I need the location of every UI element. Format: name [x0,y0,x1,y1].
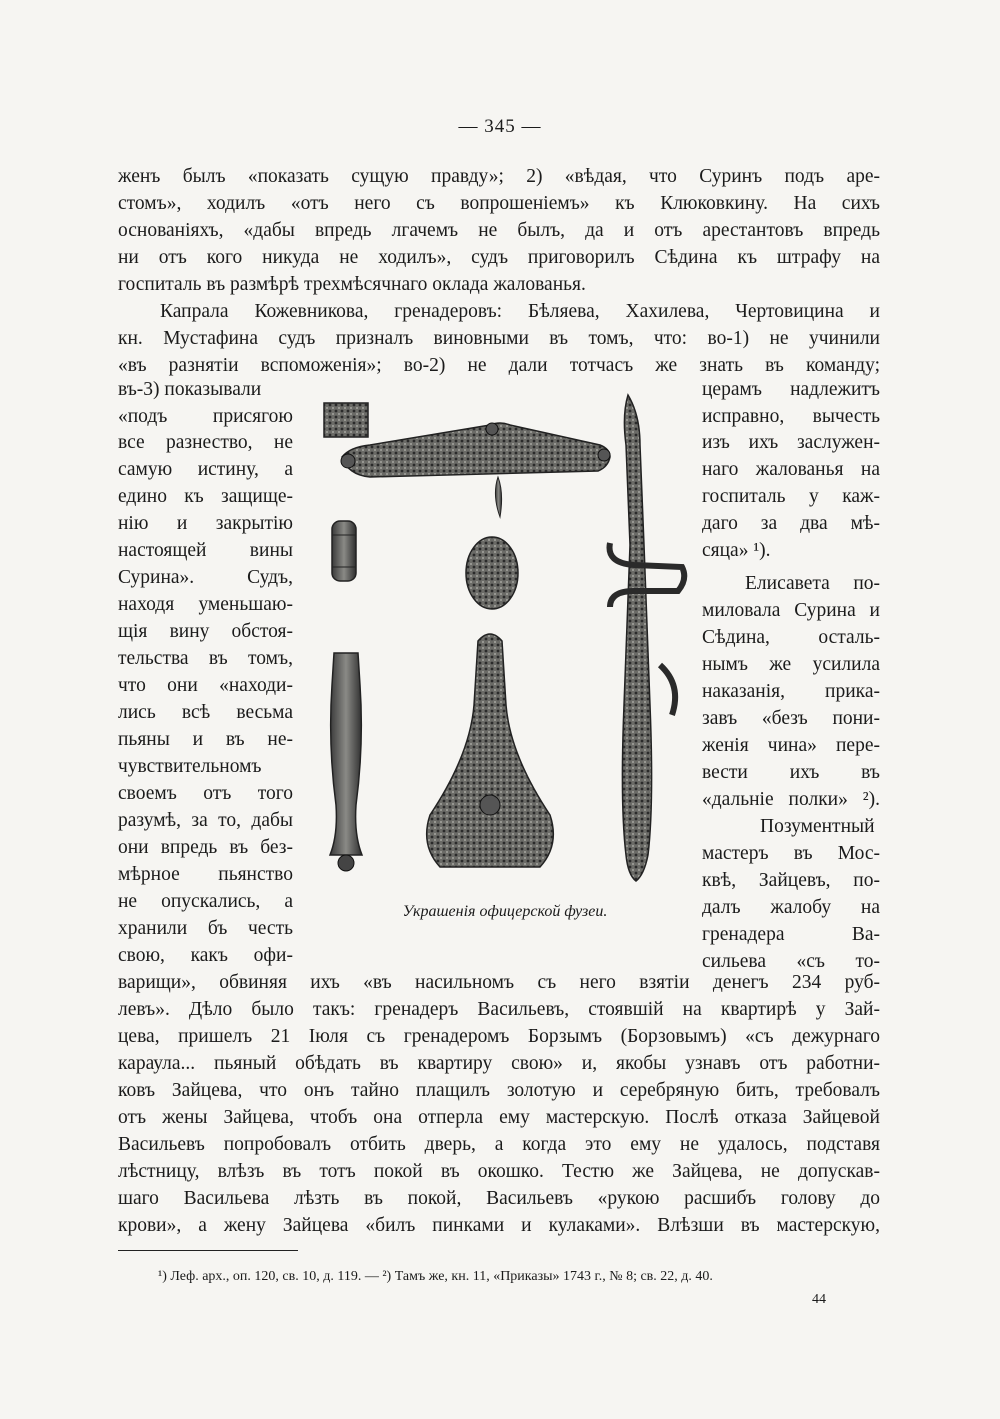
text-line: ковъ Зайцева, что онъ тайно плащилъ золотую и серебряную бить, требовалъ [118,1080,880,1101]
text-line: Васильевъ попробовалъ отбить дверь, а когда это ему не удалось, подставя [118,1134,880,1155]
tailpipe [330,653,362,855]
right-column-line: женія чина» пере- [702,735,880,756]
left-column-line: разумѣ, за то, дабы [118,810,293,831]
left-column-line: щія вину обстоя- [118,621,293,642]
right-column-line: сяца» ¹). [702,540,771,561]
text-line: ни отъ кого никуда не ходилъ», судъ приговорилъ Сѣдина къ штрафу на [118,247,880,268]
right-column-line: наго жалованья на [702,459,880,480]
left-column-line: въ-3) показывали [118,379,262,400]
right-column-line: завъ «безъ пони- [702,708,880,729]
right-column-line: вести ихъ въ [702,762,880,783]
right-column-line: квѣ, Зайцевъ, по- [702,870,880,891]
right-column-line: Елисавета по- [745,573,880,594]
right-column-line: далъ жалобу на [702,897,880,918]
text-line: шаго Васильева лѣзть въ покой, Васильевъ «рукою расшибъ голову до [118,1188,880,1209]
left-column-line: они впредь въ без- [118,837,293,858]
right-column-line: исправно, вычесть [702,406,880,427]
left-column-line: нію и закрытію [118,513,293,534]
right-column-line: «дальніе полки» ²). [702,789,880,810]
small-finial [495,477,501,517]
left-column-line: Сурина». Судъ, [118,567,293,588]
left-column-line: хранили бъ честь [118,918,293,939]
right-column-line: нымъ же усилила [702,654,880,675]
left-column-line: тельства въ томъ, [118,648,293,669]
text-line: госпиталь въ размѣрѣ трехмѣсячнаго оклада жалованья. [118,274,586,295]
right-column-line: изъ ихъ заслужен- [702,432,880,453]
left-column-line: не опускались, а [118,891,293,912]
left-column-line: «подъ присягою [118,406,293,427]
trigger-guard [622,395,651,881]
left-column-line: пьяны и въ не- [118,729,293,750]
text-line: варищи», обвиняя ихъ «въ насильномъ съ него взятіи денегъ 234 руб- [118,972,880,993]
left-column-line: настоящей вины [118,540,293,561]
right-column-line: церамъ надлежитъ [702,379,880,400]
left-column-line: все разнество, не [118,432,293,453]
text-line: лѣстницу, влѣзъ въ тотъ покой въ окошко. Тестю же Зайцева, не допускав- [118,1161,880,1182]
text-line: отъ жены Зайцева, чтобъ она отперла ему мастерскую. Послѣ отказа Зайцевой [118,1107,880,1128]
text-line: «въ разнятіи вспоможенія»; во-2) не дали тотчасъ же знать въ команду; [118,355,880,376]
small-plaque [324,403,368,437]
left-column-line: что они «находи- [118,675,293,696]
left-column-line: своемъ отъ того [118,783,293,804]
right-column-line: Сѣдина, осталь- [702,627,880,648]
right-column-line: госпиталь у каж- [702,486,880,507]
left-column-line: свою, какъ офи- [118,945,293,966]
right-column-line: даго за два мѣ- [702,513,880,534]
text-line: женъ былъ «показать сущую правду»; 2) «вѣдая, что Суринъ подъ аре- [118,166,880,187]
right-column-line: сильева «съ то- [702,951,880,972]
left-column-line: чувствительномъ [118,756,262,777]
text-line: стомъ», ходилъ «отъ него съ вопрошеніемъ» къ Клюковкину. На сихъ [118,193,880,214]
footnote-rule [118,1250,298,1251]
right-column-line: наказанія, прика- [702,681,880,702]
text-line: левъ». Дѣло было такъ: гренадеръ Васильевъ, стоявшій на квартирѣ у Зай- [118,999,880,1020]
text-line: крови», а жену Зайцева «билъ пинками и кулаками». Влѣзши въ мастерскую, [118,1215,880,1236]
right-column-line: гренадера Ва- [702,924,880,945]
right-column-line: Позументный [760,816,875,837]
left-column-line: едино къ защище- [118,486,293,507]
text-line: основаніяхъ, «дабы впредь лгачемъ не былъ, да и отъ арестантовъ впредь [118,220,880,241]
left-column-line: самую истину, а [118,459,293,480]
text-line: Капрала Кожевникова, гренадеровъ: Бѣляева, Хахилева, Чертовицина и [160,301,880,322]
ferrule [332,521,356,581]
text-line: цева, пришелъ 21 Іюля съ гренадеромъ Борзымъ (Борзовымъ) «съ дежурнаго [118,1026,880,1047]
page-number: — 345 — [458,116,542,137]
left-column-line: лись всѣ весьма [118,702,293,723]
left-column-line: мѣрное пьянство [118,864,293,885]
right-column-line: мастеръ въ Мос- [702,843,880,864]
escutcheon [466,537,518,609]
figure-caption: Украшенія офицерской фузеи. [402,903,608,920]
right-column-line: миловала Сурина и [702,600,880,621]
text-line: караула... пьяный обѣдать въ квартиру свою» и, якобы узнавъ отъ работни- [118,1053,880,1074]
signature-mark: 44 [812,1292,826,1307]
butt-plate [427,634,554,867]
left-column-line: находя уменьшаю- [118,594,293,615]
text-line: кн. Мустафина судъ призналъ виновными въ томъ, что: во-1) не учинили [118,328,880,349]
footnote: ¹) Леф. арх., оп. 120, св. 10, д. 119. — ²) Тамъ же, кн. 11, «Приказы» 1743 г., № 8; св. 22, д. 40. [158,1269,713,1284]
fusil-ornaments-illustration [310,385,695,885]
trigger-loop [610,543,685,607]
engraved-bar [342,423,610,477]
